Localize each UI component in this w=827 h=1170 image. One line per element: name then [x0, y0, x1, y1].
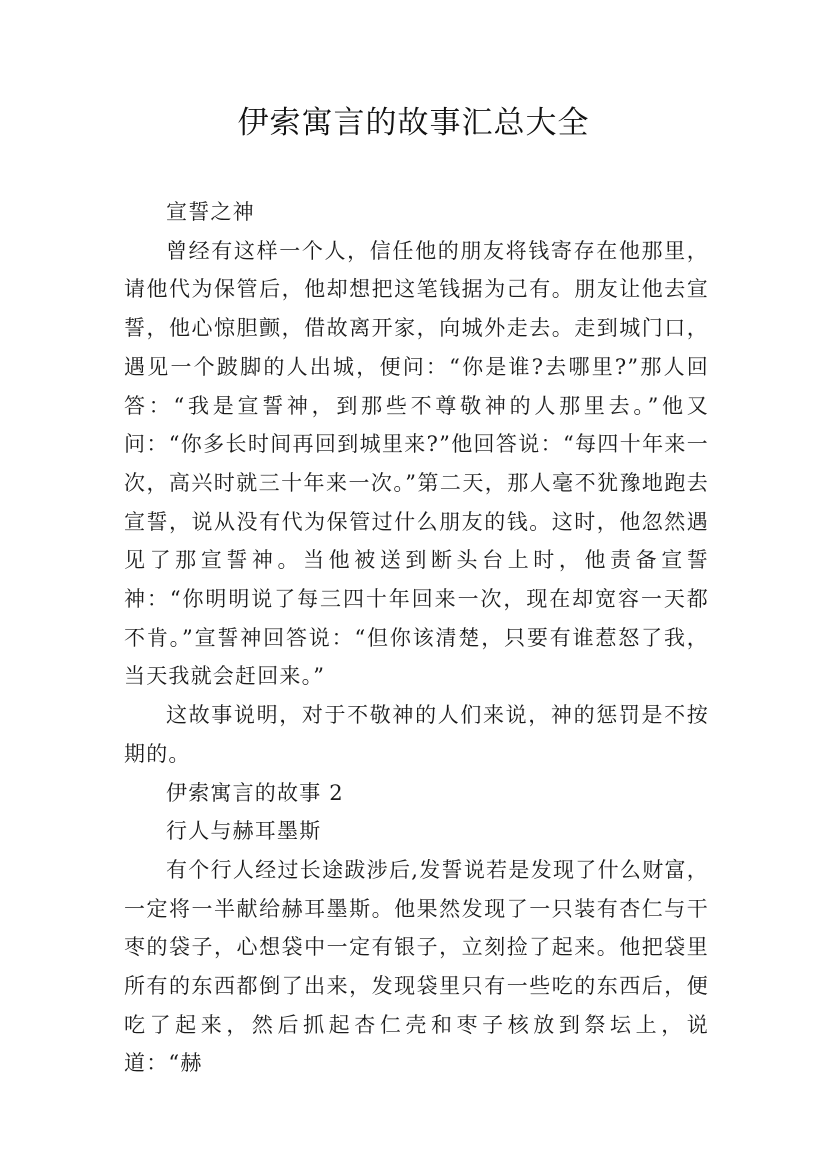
- document-title: 伊索寓言的故事汇总大全: [237, 105, 590, 141]
- paragraph-moral-oath-god: 这故事说明，对于不敬神的人们来说，神的惩罚是不按期的。: [124, 703, 709, 766]
- document-body: [124, 193, 709, 1083]
- section-heading-oath-god: 宣誓之神: [166, 200, 255, 224]
- paragraph-story-oath-god: 曾经有这样一个人，信任他的朋友将钱寄存在他那里，请他代为保管后，他却想把这笔钱据为己有。朋友让他去宣誓，他心惊胆颤，借故离开家，向城外走去。走到城门口，遇见一个跛脚的人出城，便问：“你是谁?去哪里?”那人回答：“我是宣誓神，到那些不尊敬神的人那里去。”他又问：“你多长时间再回到城里来?”他回答说：“每四十年来一次，高兴时就三十年来一次。”第二天，那人毫不犹豫地跑去宣誓，说从没有代为保管过什么朋友的钱。这时，他忽然遇见了那宣誓神。当他被送到断头台上时，他责备宣誓神：“你明明说了每三四十年回来一次，现在却宽容一天都不肯。”宣誓神回答说：“但你该清楚，只要有谁惹怒了我，当天我就会赶回来。”: [124, 238, 709, 689]
- section-heading-story-2: 伊索寓言的故事 2: [166, 780, 344, 805]
- section-heading-traveler-hermes: 行人与赫耳墨斯: [166, 819, 322, 844]
- paragraph-story-traveler-hermes: 有个行人经过长途跋涉后,发誓说若是发现了什么财富，一定将一半献给赫耳墨斯。他果然发现了一只装有杏仁与干枣的袋子，心想袋中一定有银子，立刻捡了起来。他把袋里所有的东西都倒了出来，发现袋里只有一些吃的东西后，便吃了起来，然后抓起杏仁壳和枣子核放到祭坛上，说道：“赫: [124, 857, 709, 1076]
